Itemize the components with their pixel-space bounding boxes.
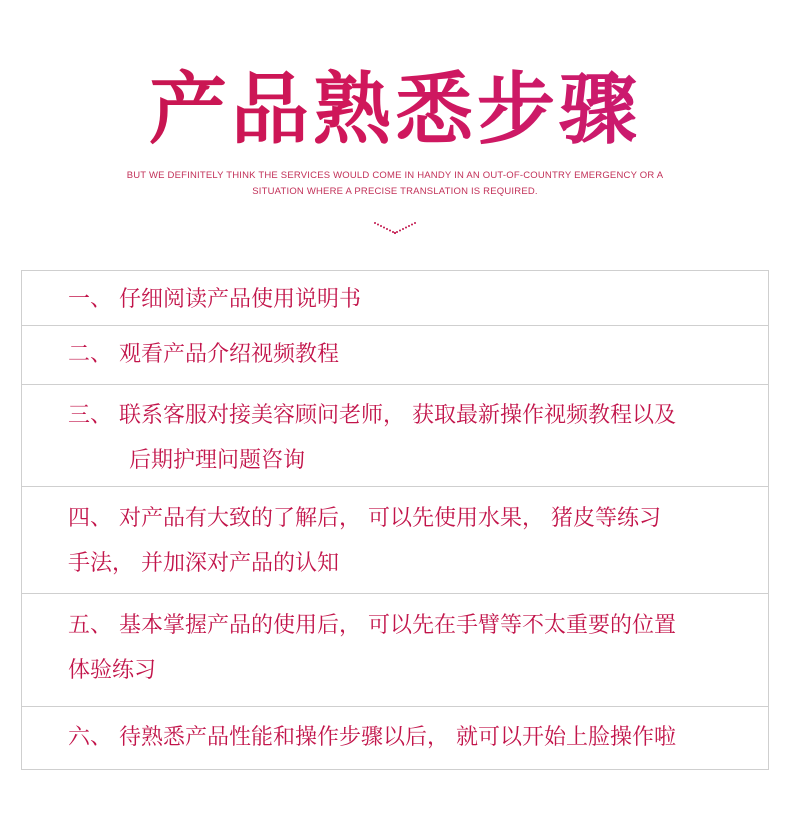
step-4-text-line-1: 四、 对产品有大致的了解后， 可以先使用水果， 猪皮等练习 — [68, 506, 661, 531]
chevron-down-dotted-icon — [373, 219, 417, 239]
step-6-text: 六、 待熟悉产品性能和操作步骤以后， 就可以开始上脸操作啦 — [68, 725, 676, 750]
step-3-text-line-1: 三、 联系客服对接美容顾问老师， 获取最新操作视频教程以及 — [68, 403, 676, 428]
steps-table — [21, 270, 769, 770]
step-row-5 — [22, 594, 768, 707]
step-4-text-line-2: 手法， 并加深对产品的认知 — [68, 551, 339, 576]
page-subtitle — [85, 168, 705, 200]
step-row-2 — [22, 326, 768, 385]
step-5-text-line-2: 体验练习 — [68, 658, 157, 683]
step-row-1 — [22, 271, 768, 326]
step-1-text: 一、 仔细阅读产品使用说明书 — [68, 287, 361, 312]
subtitle-line-2: SITUATION WHERE A PRECISE TRANSLATION IS REQUIRED. — [252, 186, 538, 197]
subtitle-line-1: BUT WE DEFINITELY THINK THE SERVICES WOULD COME IN HANDY IN AN OUT-OF-COUNTRY EMERGENCY OR A — [126, 170, 664, 181]
step-row-3 — [22, 385, 768, 487]
step-5-text-line-1: 五、 基本掌握产品的使用后， 可以先在手臂等不太重要的位置 — [68, 613, 676, 638]
step-3-text-line-2: 后期护理问题咨询 — [129, 448, 306, 473]
step-2-text: 二、 观看产品介绍视频教程 — [68, 342, 339, 367]
page-title: 产品熟悉步骤 — [0, 62, 790, 158]
step-row-4 — [22, 487, 768, 594]
step-row-6 — [22, 707, 768, 769]
